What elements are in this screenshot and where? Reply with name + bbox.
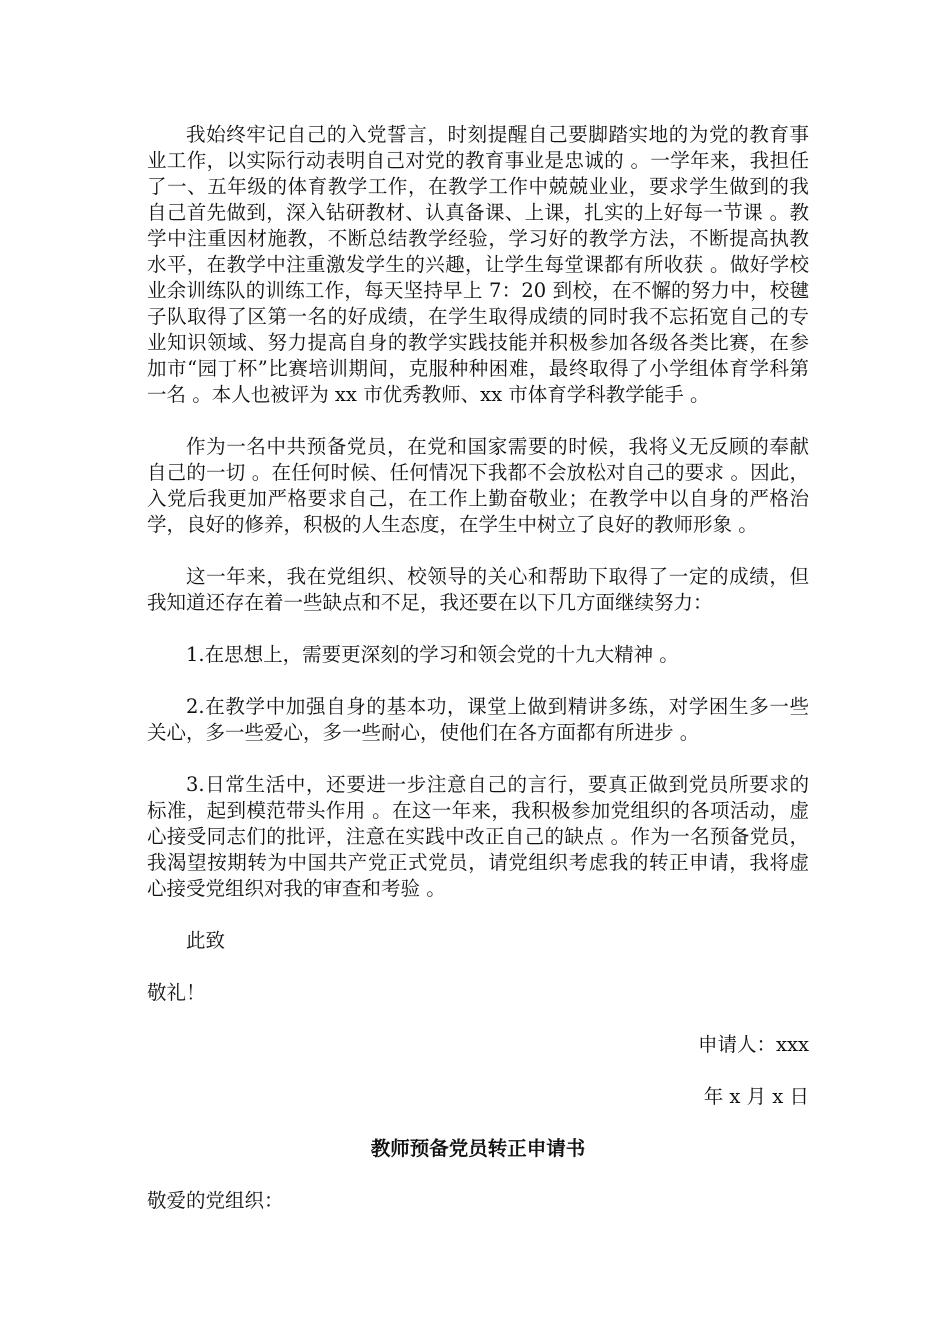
next-document-title: 教师预备党员转正申请书 [370, 1137, 586, 1160]
paragraph-work-summary: 我始终牢记自己的入党誓言，时刻提醒自己要脚踏实地的为党的教育事业工作，以实际行动表明自己对党的教育事业是忠诚的 。一学年来，我担任了一、五年级的体育教学工作，在教学工作中兢兢业业，要求学生做到的我自己首先做到，深入钻研教材、认真备课、上课，扎实的上好每一节课 。教学中注重因材施教，不断总结教学经验，学习好的教学方法，不断提高执教水平，在教学中注重激发学生的兴趣，让学生每堂课都有所收获 。做好学校业余训练队的训练工作，每天坚持早上 7：20 到校，在不懈的努力中，校毽子队取得了区第一名的好成绩，在学生取得成绩的同时我不忘拓宽自己的专业知识领域、努力提高自身的教学实践技能并积极参加各级各类比赛，在参加市“园丁杯”比赛培训期间，克服种种困难，最终取得了小学组体育学科第一名 。本人也被评为 xx 市优秀教师、xx 市体育学科教学能手 。 [147, 123, 809, 406]
paragraph-improvement-intro: 这一年来，我在党组织、校领导的关心和帮助下取得了一定的成绩，但我知道还存在着一些缺点和不足，我还要在以下几方面继续努力： [147, 565, 809, 614]
salutation: 敬爱的党组织： [147, 1189, 284, 1212]
paragraph-point-1: 1.在思想上，需要更深刻的学习和领会党的十九大精神 。 [186, 643, 679, 666]
closing-cizhi: 此致 [186, 929, 226, 952]
paragraph-point-3: 3.日常生活中，还要进一步注意自己的言行，要真正做到党员所要求的标准，起到模范带头作用 。在这一年来，我积极参加党组织的各项活动，虚心接受同志们的批评，注意在实践中改正自己的缺点 。作为一名预备党员，我渴望按期转为中国共产党正式党员，请党组织考虑我的转正申请，我将虚心接受党组织对我的审查和考验 。 [147, 773, 809, 900]
applicant-signature: 申请人：xxx [698, 1033, 809, 1056]
paragraph-party-commitment: 作为一名中共预备党员，在党和国家需要的时候，我将义无反顾的奉献自己的一切 。在任何时候、任何情况下我都不会放松对自己的要求 。因此，入党后我更加严格要求自己，在工作上勤奋敬业；在教学中以自身的严格治学，良好的修养，积极的人生态度，在学生中树立了良好的教师形象 。 [147, 435, 809, 536]
paragraph-point-2: 2.在教学中加强自身的基本功，课堂上做到精讲多练，对学困生多一些关心，多一些爱心，多一些耐心，使他们在各方面都有所进步 。 [147, 695, 809, 744]
document-body [147, 122, 809, 1240]
closing-jingli: 敬礼！ [147, 981, 206, 1004]
application-date: 年 x 月 x 日 [703, 1085, 809, 1108]
